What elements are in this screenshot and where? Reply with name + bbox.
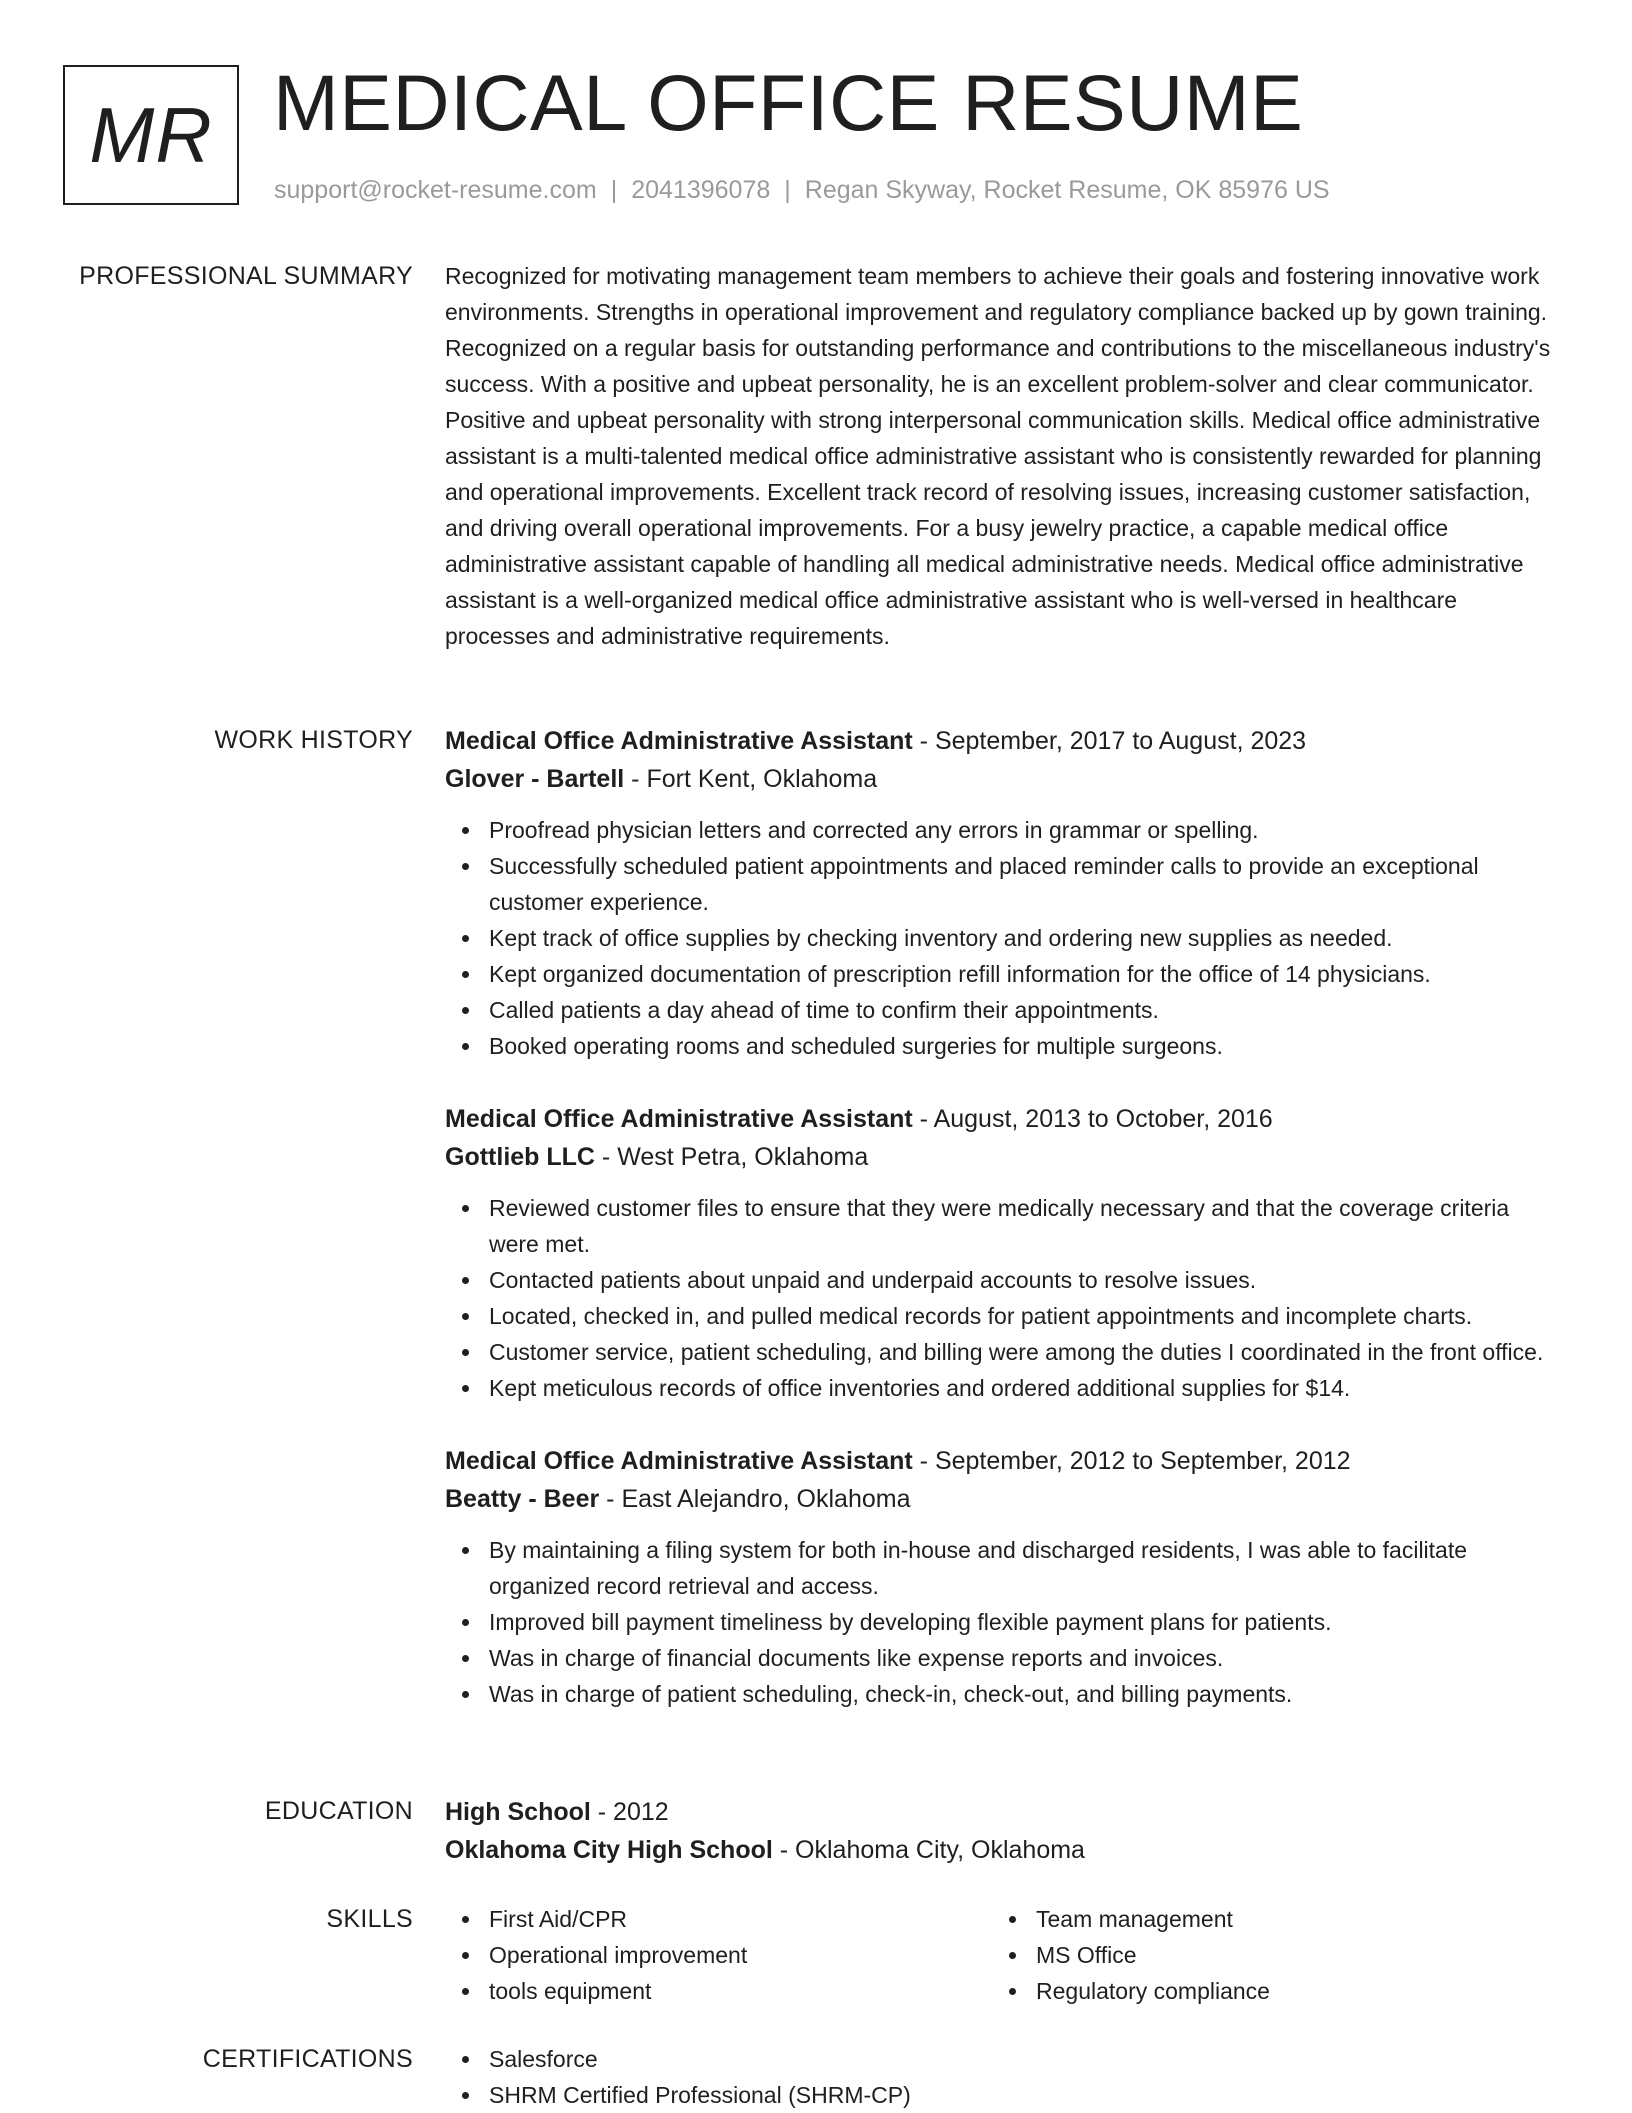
job-duty: Booked operating rooms and scheduled surgeries for multiple surgeons. xyxy=(445,1028,1565,1064)
contact-separator: | xyxy=(784,176,791,204)
employer-line xyxy=(445,1138,1565,1176)
employer-name: Beatty - Beer xyxy=(445,1485,600,1513)
education-location: - Oklahoma City, Oklahoma xyxy=(772,1836,1085,1864)
job-duty: Successfully scheduled patient appointments and placed reminder calls to provide an exceptional customer experience. xyxy=(445,848,1565,920)
summary-body xyxy=(445,258,1565,654)
section-label-work-history: WORK HISTORY xyxy=(214,726,413,754)
skill-item: Regulatory compliance xyxy=(992,1973,1539,2009)
education-body xyxy=(445,1793,1565,1869)
job-duty: Reviewed customer files to ensure that they were medically necessary and that the coverage criteria were met. xyxy=(445,1190,1565,1262)
job-duty: Was in charge of patient scheduling, check-in, check-out, and billing payments. xyxy=(445,1676,1565,1712)
job-duty: Kept meticulous records of office inventories and ordered additional supplies for $14. xyxy=(445,1370,1565,1406)
section-label-summary: PROFESSIONAL SUMMARY xyxy=(79,262,413,290)
job-dates: - September, 2012 to September, 2012 xyxy=(912,1447,1351,1475)
employer-location: - Fort Kent, Oklahoma xyxy=(624,765,878,793)
section-label-education: EDUCATION xyxy=(264,1797,413,1825)
job-duties-list xyxy=(445,1532,1565,1712)
monogram-initials: MR xyxy=(89,90,213,179)
job-duty: By maintaining a filing system for both in-house and discharged residents, I was able to facilitate organized record retrieval and access. xyxy=(445,1532,1565,1604)
job-heading xyxy=(445,1442,1565,1480)
job-dates: - September, 2017 to August, 2023 xyxy=(912,727,1307,755)
contact-address: Regan Skyway, Rocket Resume, OK 85976 US xyxy=(804,176,1330,204)
monogram-box xyxy=(63,65,239,205)
certifications-list xyxy=(445,2041,1565,2113)
job-duty: Proofread physician letters and corrected any errors in grammar or spelling. xyxy=(445,812,1565,848)
job-duty: Improved bill payment timeliness by developing flexible payment plans for patients. xyxy=(445,1604,1565,1640)
job-title: Medical Office Administrative Assistant xyxy=(445,1447,913,1475)
job-title: Medical Office Administrative Assistant xyxy=(445,1105,913,1133)
job-entry xyxy=(445,722,1565,1064)
contact-line xyxy=(274,174,1330,206)
contact-separator: | xyxy=(610,176,618,204)
job-duty: Located, checked in, and pulled medical records for patient appointments and incomplete charts. xyxy=(445,1298,1565,1334)
skills-body xyxy=(445,1901,1565,2009)
employer-name: Gottlieb LLC xyxy=(445,1143,595,1171)
certifications-body xyxy=(445,2041,1565,2113)
skills-column-right xyxy=(992,1901,1539,2009)
job-heading xyxy=(445,722,1565,760)
work-history-body xyxy=(445,722,1565,1748)
job-title: Medical Office Administrative Assistant xyxy=(445,727,913,755)
job-dates: - August, 2013 to October, 2016 xyxy=(912,1105,1273,1133)
certification-item: Salesforce xyxy=(445,2041,1565,2077)
employer-line xyxy=(445,760,1565,798)
resume-title: MEDICAL OFFICE RESUME xyxy=(273,58,1304,147)
contact-phone: 2041396078 xyxy=(631,176,771,204)
skills-list xyxy=(992,1901,1539,2009)
job-duty: Kept organized documentation of prescription refill information for the office of 14 physicians. xyxy=(445,956,1565,992)
job-entry xyxy=(445,1100,1565,1406)
skill-item: MS Office xyxy=(992,1937,1539,1973)
job-heading xyxy=(445,1100,1565,1138)
job-duty: Customer service, patient scheduling, and billing were among the duties I coordinated in the front office. xyxy=(445,1334,1565,1370)
skill-item: tools equipment xyxy=(445,1973,992,2009)
employer-location: - East Alejandro, Oklahoma xyxy=(599,1485,911,1513)
education-heading xyxy=(445,1793,1565,1831)
contact-email: support@rocket-resume.com xyxy=(274,176,597,204)
employer-line xyxy=(445,1480,1565,1518)
job-entry xyxy=(445,1442,1565,1712)
education-school: Oklahoma City High School xyxy=(445,1836,773,1864)
education-school-line xyxy=(445,1831,1565,1869)
skills-column-left xyxy=(445,1901,992,2009)
employer-name: Glover - Bartell xyxy=(445,765,625,793)
skills-list xyxy=(445,1901,992,2009)
education-degree: High School xyxy=(445,1798,591,1826)
section-label-certifications: CERTIFICATIONS xyxy=(202,2045,413,2073)
education-year: - 2012 xyxy=(590,1798,669,1826)
summary-text: Recognized for motivating management team members to achieve their goals and fostering innovative work environments. Strengths in operational improvement and regulatory compliance backed up by gown training. Recognized on a regular basis for outstanding performance and contributions to the miscellaneous industry's success. With a positive and upbeat personality, he is an excellent problem-solver and clear communicator. Positive and upbeat personality with strong interpersonal communication skills. Medical office administrative assistant is a multi-talented medical office administrative assistant who is consistently rewarded for planning and operational improvements. Excellent track record of resolving issues, increasing customer satisfaction, and driving overall operational improvements. For a busy jewelry practice, a capable medical office administrative assistant capable of handling all medical administrative needs. Medical office administrative assistant is a well-organized medical office administrative assistant who is well-versed in healthcare processes and administrative requirements. xyxy=(445,263,1551,649)
skill-item: First Aid/CPR xyxy=(445,1901,992,1937)
job-duty: Called patients a day ahead of time to confirm their appointments. xyxy=(445,992,1565,1028)
job-duty: Was in charge of financial documents like expense reports and invoices. xyxy=(445,1640,1565,1676)
certification-item: SHRM Certified Professional (SHRM-CP) xyxy=(445,2077,1565,2113)
skill-item: Team management xyxy=(992,1901,1539,1937)
job-duty: Contacted patients about unpaid and underpaid accounts to resolve issues. xyxy=(445,1262,1565,1298)
job-duties-list xyxy=(445,812,1565,1064)
job-duty: Kept track of office supplies by checking inventory and ordering new supplies as needed. xyxy=(445,920,1565,956)
employer-location: - West Petra, Oklahoma xyxy=(594,1143,869,1171)
skill-item: Operational improvement xyxy=(445,1937,992,1973)
section-label-skills: SKILLS xyxy=(326,1905,413,1933)
job-duties-list xyxy=(445,1190,1565,1406)
